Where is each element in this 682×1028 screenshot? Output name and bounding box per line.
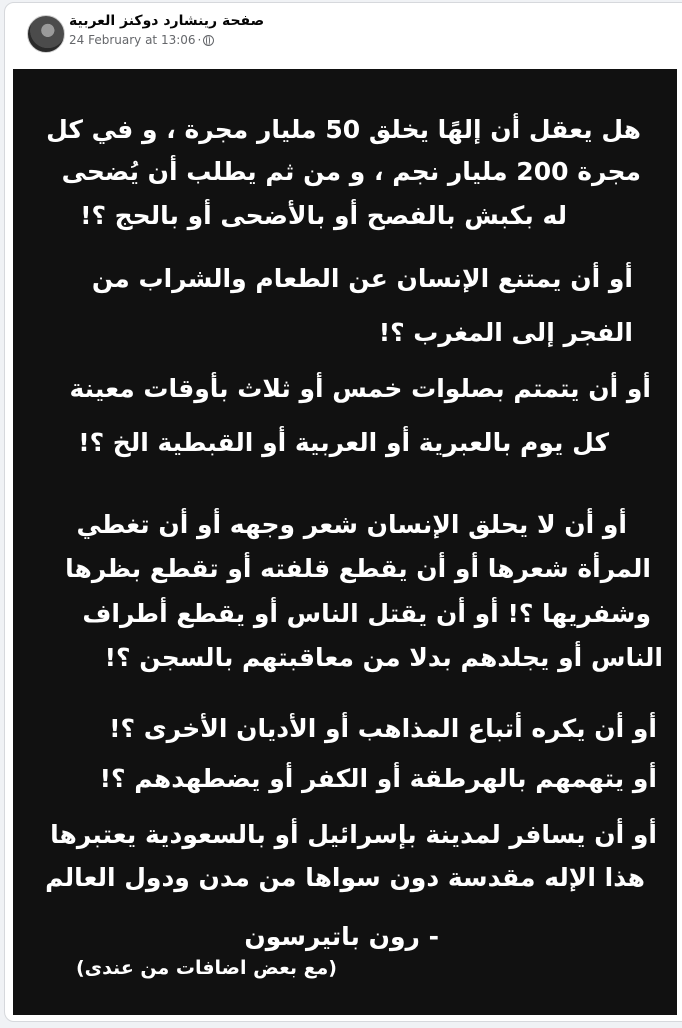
quote-line: هذا الإله مقدسة دون سواها من مدن ودول العالم xyxy=(45,863,645,892)
page-avatar[interactable] xyxy=(27,15,65,53)
quote-line: أو أن يكره أتباع المذاهب أو الأديان الأخرى ؟! xyxy=(109,714,657,743)
quote-line: أو يتهمهم بالهرطقة أو الكفر أو يضطهدهم ؟! xyxy=(99,764,657,793)
quote-line: أو أن لا يحلق الإنسان شعر وجهه أو أن تغطي xyxy=(76,510,627,539)
page-name-link[interactable]: صفحة رينشارد دوكنز العربية xyxy=(69,13,265,29)
quote-attribution: - رون باتيرسون xyxy=(244,922,439,951)
quote-line: كل يوم بالعبرية أو العربية أو القبطية الخ ؟! xyxy=(78,428,609,457)
separator-dot: · xyxy=(197,33,202,47)
post-timestamp[interactable]: 24 February at 13:06 xyxy=(69,33,196,47)
quote-image[interactable] xyxy=(13,69,677,1015)
quote-line: الفجر إلى المغرب ؟! xyxy=(378,318,633,347)
quote-line: أو أن يتمتم بصلوات خمس أو ثلاث بأوقات معينة xyxy=(69,374,651,403)
quote-line: أو أن يسافر لمدينة بإسرائيل أو بالسعودية يعتبرها xyxy=(50,820,657,849)
quote-line: الناس أو يجلدهم بدلا من معاقبتهم بالسجن ؟! xyxy=(104,643,663,672)
post-header xyxy=(5,3,682,69)
post-timestamp-row xyxy=(69,33,264,47)
post-meta xyxy=(69,13,264,47)
facebook-post-card xyxy=(4,2,682,1022)
quote-line: له بكبش بالفصح أو بالأضحى أو بالحج ؟! xyxy=(80,201,567,230)
quote-line: مجرة 200 مليار نجم ، و من ثم يطلب أن يُضحى xyxy=(61,157,641,186)
quote-line: المرأة شعرها أو أن يقطع قلفته أو تقطع بظرها xyxy=(65,554,651,583)
quote-line: وشفريها ؟! أو أن يقتل الناس أو يقطع أطراف xyxy=(82,599,651,628)
globe-icon xyxy=(203,35,214,46)
quote-note: (مع بعض اضافات من عندى) xyxy=(75,957,337,979)
quote-line: هل يعقل أن إلهًا يخلق 50 مليار مجرة ، و في كل xyxy=(46,115,641,144)
quote-line: أو أن يمتنع الإنسان عن الطعام والشراب من xyxy=(91,264,633,293)
